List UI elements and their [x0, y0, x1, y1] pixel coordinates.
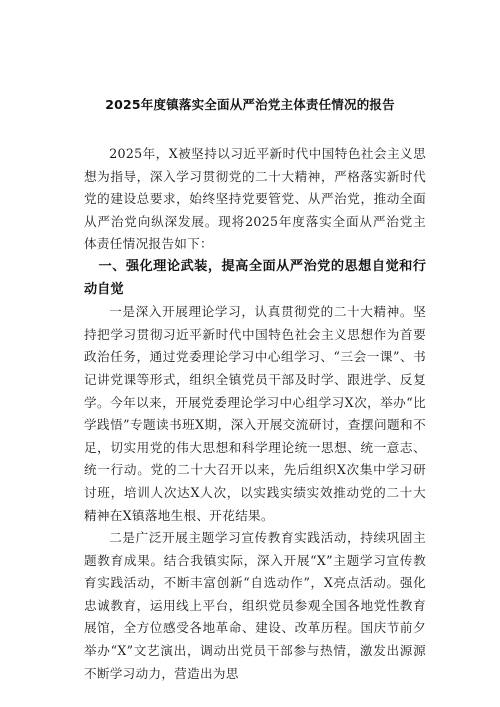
- section-heading-1: 一、强化理论武装，提高全面从严治党的思想自觉和行动自觉: [84, 258, 426, 297]
- document-body: [84, 143, 426, 685]
- body-paragraph-2: 二是广泛开展主题学习宣传教育实践活动，持续巩固主题教育成果。结合我镇实际，深入开展“X”主题学习宣传教育实践活动，不断丰富创新“自选动作”，X亮点活动。强化忠诚教育，运用线上平台，组织党员参观全国各地党性教育展馆，全方位感受各地革命、建设、改革历程。国庆节前夕举办“X”文艺演出，调动出党员干部参与热情，激发出源源不断学习动力，营造出为思: [84, 530, 426, 681]
- intro-paragraph: 2025年，X被坚持以习近平新时代中国特色社会主义思想为指导，深入学习贯彻党的二十大精神，严格落实新时代党的建设总要求，始终坚持党要管党、从严治党，推动全面从严治党向纵深发展。现将2025年度落实全面从严治党主体责任情况报告如下：: [84, 146, 426, 252]
- body-paragraph-1: 一是深入开展理论学习，认真贯彻党的二十大精神。坚持把学习贯彻习近平新时代中国特色社会主义思想作为首要政治任务，通过党委理论学习中心组学习、“三会一课”、书记讲党课等形式，组织全镇党员干部及时学、跟进学、反复学。今年以来，开展党委理论学习中心组学习X次，举办“比学践悟”专题读书班X期，深入开展交流研讨，查摆问题和不足，切实用党的伟大思想和科学理论统一思想、统一意志、统一行动。党的二十大召开以来，先后组织X次集中学习研讨班，培训人次达X人次，以实践实绩实效推动党的二十大精神在X镇落地生根、开花结果。: [84, 304, 426, 523]
- document-title: 2025年度镇落实全面从严治党主体责任情况的报告: [105, 97, 395, 112]
